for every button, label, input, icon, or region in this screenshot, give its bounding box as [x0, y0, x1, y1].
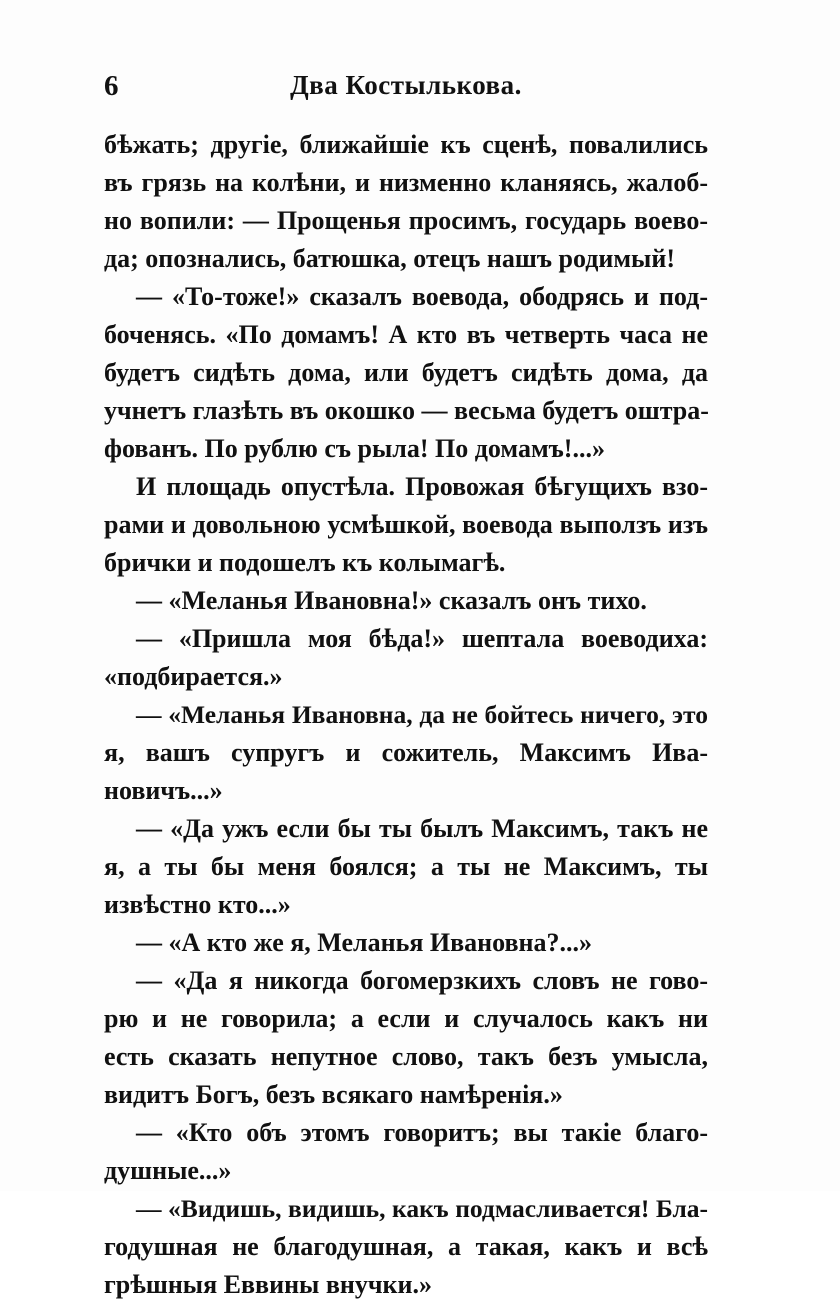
text-line: извѣстно кто...»	[104, 890, 291, 919]
text-line: — «Видишь, видишь, какъ подмасливается! Бла-	[136, 1194, 708, 1223]
page-number: 6	[104, 70, 119, 102]
text-line: — «А кто же я, Меланья Ивановна?...»	[136, 928, 593, 957]
text-line: боченясь. «По домамъ! А кто въ четверть часа не	[104, 320, 708, 349]
text-line: — «Меланья Ивановна!» сказалъ онъ тихо.	[136, 586, 647, 615]
text-line: но вопили: — Прощенья просимъ, государь воево-	[104, 206, 708, 235]
text-line: да; опознались, батюшка, отецъ нашъ родимый!	[104, 244, 675, 273]
text-line: годушная не благодушная, а такая, какъ и всѣ	[104, 1232, 708, 1261]
text-line: я, а ты бы меня боялся; а ты не Максимъ, ты	[104, 852, 708, 881]
text-line: видитъ Богъ, безъ всякаго намѣренія.»	[104, 1080, 563, 1109]
text-line: есть сказать непутное слово, такъ безъ умысла,	[104, 1042, 708, 1071]
text-line: бѣжать; другіе, ближайшіе къ сценѣ, повалились	[104, 130, 708, 159]
page-header	[104, 70, 708, 110]
text-line: И площадь опустѣла. Провожая бѣгущихъ взо-	[136, 472, 708, 501]
text-line: брички и подошелъ къ колымагѣ.	[104, 548, 506, 577]
text-line: — «То-тоже!» сказалъ воевода, ободрясь и под-	[136, 282, 708, 311]
text-line: грѣшныя Еввины внучки.»	[104, 1270, 432, 1299]
text-line: въ грязь на колѣни, и низменно кланяясь, жалоб-	[104, 168, 708, 197]
text-line: — «Пришла моя бѣда!» шептала воеводиха:	[136, 624, 708, 653]
text-line: — «Да ужъ если бы ты былъ Максимъ, такъ не	[136, 814, 708, 843]
text-line: «подбирается.»	[104, 662, 283, 691]
text-line: учнетъ глазѣть въ окошко — весьма будетъ оштра-	[104, 396, 709, 425]
running-title: Два Костылькова.	[290, 70, 522, 100]
text-line: — «Кто объ этомъ говоритъ; вы такіе благо-	[136, 1118, 708, 1147]
text-line: рю и не говорила; а если и случалось какъ ни	[104, 1004, 708, 1033]
text-line: будетъ сидѣть дома, или будетъ сидѣть дома, да	[104, 358, 708, 387]
text-line: душные...»	[104, 1156, 232, 1185]
text-line: — «Да я никогда богомерзкихъ словъ не гово-	[136, 966, 708, 995]
text-line: фованъ. По рублю съ рыла! По домамъ!...»	[104, 434, 605, 463]
text-line: рами и довольною усмѣшкой, воевода выползъ изъ	[104, 510, 708, 539]
text-line: новичъ...»	[104, 776, 223, 805]
text-line: — «Меланья Ивановна, да не бойтесь ничего, это	[136, 700, 708, 729]
text-line: я, вашъ супругъ и сожитель, Максимъ Ива-	[104, 738, 708, 767]
body-text	[104, 126, 708, 1304]
